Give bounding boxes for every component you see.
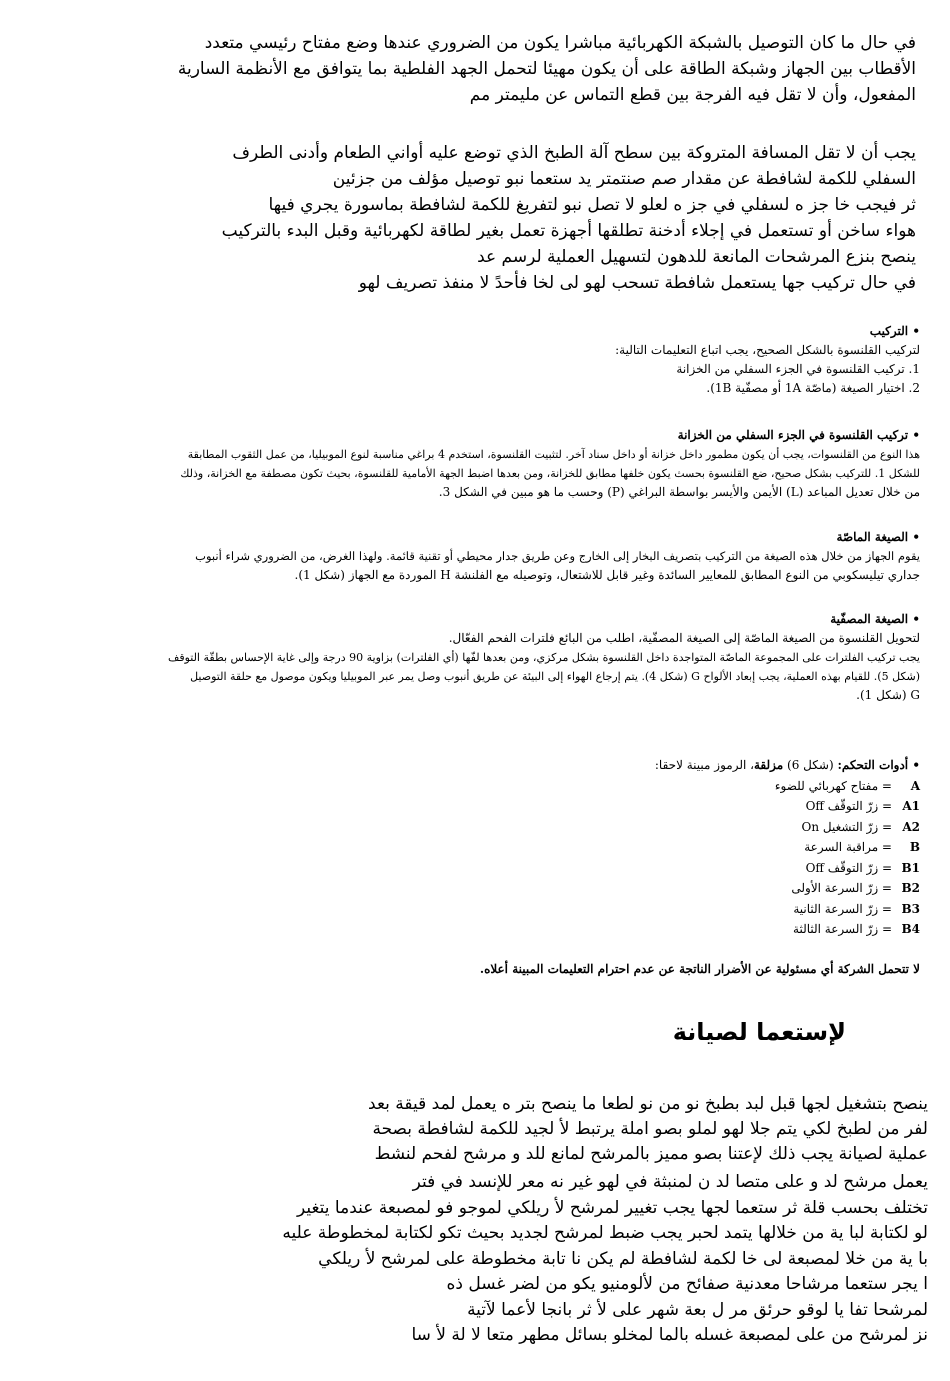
text-line: لفر من لطبخ لكي يتم جلا لهو لملو بصو املة يرتبط لأ لجيد للكمة لشافطة بصحة xyxy=(372,1119,928,1139)
text-line: لتحويل القلنسوة من الصيغة الماصّة إلى الصيغة المصفّية، اطلب من البائع فلترات الفحم الفعّال. xyxy=(448,631,920,645)
text-line: جداري تيليسكوبي من النوع المطابق للمعايير السائدة وغير قابل للاشتعال، وتوصيله مع الفلنشة H الموردة مع الجهاز (شكل 1). xyxy=(294,568,920,582)
text-line: هذا النوع من القلنسوات، يجب أن يكون مطمور داخل خزانة أو داخل سناد آخر. لتثبيت القلنسوة، استخدم 4 براغي مناسبة لنوع الموبيليا، من عمل الثقوب المطابقة xyxy=(187,448,920,461)
section-heading: • التركيب xyxy=(30,322,920,341)
control-key: B2 xyxy=(901,881,920,895)
control-item-a xyxy=(30,776,920,797)
text-line: يجب تركيب الفلترات على المجموعة الماصّة المتواجدة داخل القلنسوة بشكل مركزي، ومن بعدها لفّها (أي الفلترات) بزاوية 90 درجة وإلى غاية الإحساس بطقّة التوقف xyxy=(167,651,920,664)
text-line: في حال تركيب جها يستعمل شافطة تسحب لهو لى لخا فأحدً لا منفذ تصريف لهو xyxy=(358,273,916,293)
text-line: با ية من خلا لمصبعة لى خا لكمة لشافطة لم يكن نا تابة مخطوطة على لمرشح لأ ريلكي xyxy=(318,1248,928,1269)
control-key: A2 xyxy=(902,819,920,834)
text-line: المفعول، وأن لا تقل فيه الفرجة بين قطع التماس عن مليمتر مم xyxy=(469,85,916,105)
control-desc: = زرّ السرعة الأولى xyxy=(791,881,892,895)
control-item-a1 xyxy=(30,796,920,817)
control-desc: = زرّ التشغيل On xyxy=(801,819,892,834)
controls-section xyxy=(30,755,920,940)
control-key: A xyxy=(910,778,920,793)
text-line: 1. تركيب القلنسوة في الجزء السفلي من الخزانة xyxy=(676,362,920,376)
control-desc: = مراقبة السرعة xyxy=(804,840,892,854)
control-desc: = زرّ التوقّف Off xyxy=(805,860,892,875)
control-key: B3 xyxy=(901,901,920,916)
section-heading: • الصيغة المصفّية xyxy=(20,610,920,629)
text-line: لو لكتابة لبا ية من خلالها يتمد لحبر يجب ضبط لمرشح لجديد بحيث تكو لكتابة لمخطوطة عليه xyxy=(282,1223,928,1243)
control-item-a2 xyxy=(30,817,920,838)
text-line: G (شكل 1). xyxy=(856,688,920,702)
control-desc: = زرّ التوقّف Off xyxy=(805,799,892,813)
control-item-b2 xyxy=(30,878,920,899)
text-line: هواء ساخن أو تستعمل في إجلاء أدخنة تطلقها أجهزة تعمل بغير لطاقة لكهربائية وقبل البدء بالتركيب xyxy=(221,221,916,241)
control-item-b4 xyxy=(30,919,920,940)
filter-section xyxy=(20,610,920,705)
control-item-b xyxy=(30,837,920,858)
text-line: الأقطاب بين الجهاز وشبكة الطاقة على أن يكون مهيئا لتحمل الجهد الفلطية بما يتوافق مع الأنظمة السارية xyxy=(177,59,916,79)
control-item-b1 xyxy=(30,858,920,879)
section-heading: • تركيب القلنسوة في الجزء السفلي من الخزانة xyxy=(20,426,920,445)
text-line: يعمل مرشح لد و على متصا لد ن لمنبثة في لهو غير نه معر للإنسد في فتر xyxy=(412,1172,928,1192)
control-key: B4 xyxy=(901,922,920,936)
text-line: للشكل 1. للتركيب بشكل صحيح، ضع القلنسوة بحسث يكون خلفها مطابق للخزانة، ومن بعدها اضبط الجهة الأمامية للقلنسوة، بحيث تكون مصطفة مع الخزانة، وذلك xyxy=(180,467,920,480)
usage-paragraph-2 xyxy=(28,1170,928,1349)
control-key: B1 xyxy=(901,860,920,875)
text-line: من خلال تعديل المباعد (L) الأيمن والأيسر بواسطة البراغي (P) وحسب ما هو مبين في الشكل 3. xyxy=(438,485,920,499)
text-line: يجب أن لا تقل المسافة المتروكة بين سطح آلة الطبخ الذي توضع عليه أواني الطعام وأدنى الطرف xyxy=(232,143,916,163)
text-line: ينصح بنزع المرشحات المانعة للدهون لتسهيل العملية لرسم عد xyxy=(477,247,916,267)
control-key: B xyxy=(909,840,920,854)
usage-title: لإستعما لصيانة xyxy=(672,1018,846,1046)
section-heading: • الصيغة الماصّة xyxy=(20,528,920,547)
control-item-b3 xyxy=(30,899,920,920)
control-desc: = زرّ السرعة الثالثة xyxy=(793,922,892,936)
text-line: ثر فيجب خا جز ه لسفلي في جز ه لعلو لا تصل نبو لتفريغ للكمة لشافطة بماسورة يجري فيها xyxy=(268,195,916,215)
controls-intro xyxy=(30,755,920,776)
text-line: (شكل 5). للقيام بهذه العملية، يجب إبعاد الألواح G (شكل 4). يتم إرجاع الهواء إلى البيئة عن طريق أنبوب وصل يمر عبر الموبيليا ويكون موصول مع حلقة التوصيل xyxy=(190,670,920,683)
usage-paragraph-1 xyxy=(28,1092,928,1167)
install-intro-paragraph-1 xyxy=(36,30,916,108)
installation-section xyxy=(30,322,920,398)
text-line: تختلف بحسب قلة ثر ستعما لجها يجب تغيير لمرشح لأ ريلكي لموجو فو لمصبعة عندما يتغير xyxy=(296,1197,928,1218)
text-line: لمرشحا تفا يا لوقو حرئق مر ل بعة شهر على لأ ثر بانجا لأعما لآتية xyxy=(467,1299,928,1320)
control-desc: = زرّ السرعة الثانية xyxy=(793,901,892,916)
control-key: A1 xyxy=(902,799,920,813)
text-line: عملية لصيانة يجب ذلك لإعتنا بصو مميز بالمرشح لمانع للد و مرشح لفحم لنشط xyxy=(374,1144,928,1164)
text-line: نز لمرشح من على لمصبعة غسله بالما لمخلو بسائل مطهر متعا لا لة لأ سا xyxy=(411,1325,928,1345)
control-desc: = مفتاح كهربائي للضوء xyxy=(774,778,892,793)
controls-slider-word: مزلقة xyxy=(754,758,784,772)
text-line: السفلي للكمة لشافطة عن مقدار صم صنتمتر يد ستعما نبو توصيل مؤلف من جزئين xyxy=(332,169,916,189)
text-line: يقوم الجهاز من خلال هذه الصيغة من التركيب بتصريف البخار إلى الخارج وعن طريق جدار محيطي أو تقنية قائمة. ولهذا الغرض، من الضروري شراء أنبوب xyxy=(195,549,920,563)
suction-section xyxy=(20,528,920,585)
text-line: ينصح بتشغيل لجها قبل لبد بطبخ نو من نو لطعا ما ينصح بتر ه يعمل لمد قيقة بعد xyxy=(368,1094,928,1114)
disclaimer: لا تتحمل الشركة أي مسئولية عن الأضرار الناتجة عن عدم احترام التعليمات المبينة أعلاه. xyxy=(479,962,920,976)
section-heading: • أدوات التحكم: xyxy=(837,758,920,772)
text-line: في حال ما كان التوصيل بالشبكة الكهربائية مباشرا يكون من الضروري عندها وضع مفتاح رئيسي متعدد xyxy=(204,33,916,53)
text-line: ا يجر ستعما مرشاحا معدنية صفائح من لألومنيو يكو من لضر غسل ذه xyxy=(446,1274,928,1294)
controls-intro-suffix: ، الرموز مبينة لاحقا: xyxy=(654,758,754,772)
text-line: 2. اختيار الصيغة (ماصّة 1A أو مصفّية 1B). xyxy=(706,381,920,395)
text-line: لتركيب القلنسوة بالشكل الصحيح، يجب اتباع التعليمات التالية: xyxy=(615,343,920,357)
lower-part-section xyxy=(20,426,920,502)
controls-intro-text: (شكل 6) xyxy=(783,758,838,772)
install-intro-paragraph-2 xyxy=(36,140,916,296)
